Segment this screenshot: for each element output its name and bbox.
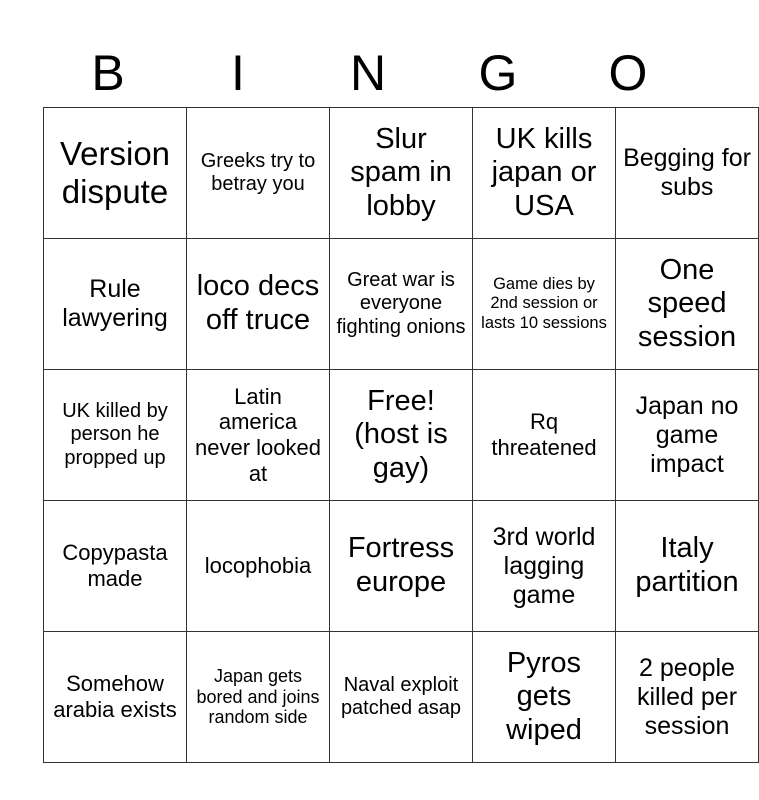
board-row bbox=[44, 239, 759, 370]
board-row bbox=[44, 632, 759, 763]
bingo-cell[interactable]: Great war is everyone fighting onions bbox=[330, 239, 473, 370]
bingo-cell[interactable]: Free! (host is gay) bbox=[330, 370, 473, 501]
board-row bbox=[44, 370, 759, 501]
bingo-header bbox=[43, 38, 693, 108]
bingo-cell[interactable]: Pyros gets wiped bbox=[473, 632, 616, 763]
bingo-cell[interactable]: Japan gets bored and joins random side bbox=[187, 632, 330, 763]
bingo-cell[interactable]: One speed session bbox=[616, 239, 759, 370]
bingo-cell[interactable]: UK killed by person he propped up bbox=[44, 370, 187, 501]
bingo-cell[interactable]: Game dies by 2nd session or lasts 10 sessions bbox=[473, 239, 616, 370]
bingo-cell[interactable]: Naval exploit patched asap bbox=[330, 632, 473, 763]
header-letter-n: N bbox=[349, 45, 387, 101]
bingo-cell[interactable]: Begging for subs bbox=[616, 108, 759, 239]
bingo-cell[interactable]: Rq threatened bbox=[473, 370, 616, 501]
bingo-cell[interactable]: UK kills japan or USA bbox=[473, 108, 616, 239]
bingo-cell[interactable]: Italy partition bbox=[616, 501, 759, 632]
bingo-cell[interactable]: Somehow arabia exists bbox=[44, 632, 187, 763]
bingo-cell[interactable]: locophobia bbox=[187, 501, 330, 632]
bingo-board bbox=[43, 107, 759, 763]
bingo-cell[interactable]: Latin america never looked at bbox=[187, 370, 330, 501]
bingo-cell[interactable]: Version dispute bbox=[44, 108, 187, 239]
bingo-cell[interactable]: loco decs off truce bbox=[187, 239, 330, 370]
bingo-cell[interactable]: 3rd world lagging game bbox=[473, 501, 616, 632]
bingo-cell[interactable]: Japan no game impact bbox=[616, 370, 759, 501]
bingo-cell[interactable]: 2 people killed per session bbox=[616, 632, 759, 763]
header-letter-i: I bbox=[231, 45, 245, 101]
bingo-cell[interactable]: Slur spam in lobby bbox=[330, 108, 473, 239]
header-letter-g: G bbox=[478, 45, 518, 101]
bingo-cell[interactable]: Fortress europe bbox=[330, 501, 473, 632]
header-letter-b: B bbox=[91, 45, 125, 101]
header-letter-o: O bbox=[608, 45, 648, 101]
bingo-cell[interactable]: Copypasta made bbox=[44, 501, 187, 632]
board-row bbox=[44, 108, 759, 239]
bingo-cell[interactable]: Rule lawyering bbox=[44, 239, 187, 370]
bingo-cell[interactable]: Greeks try to betray you bbox=[187, 108, 330, 239]
board-row bbox=[44, 501, 759, 632]
